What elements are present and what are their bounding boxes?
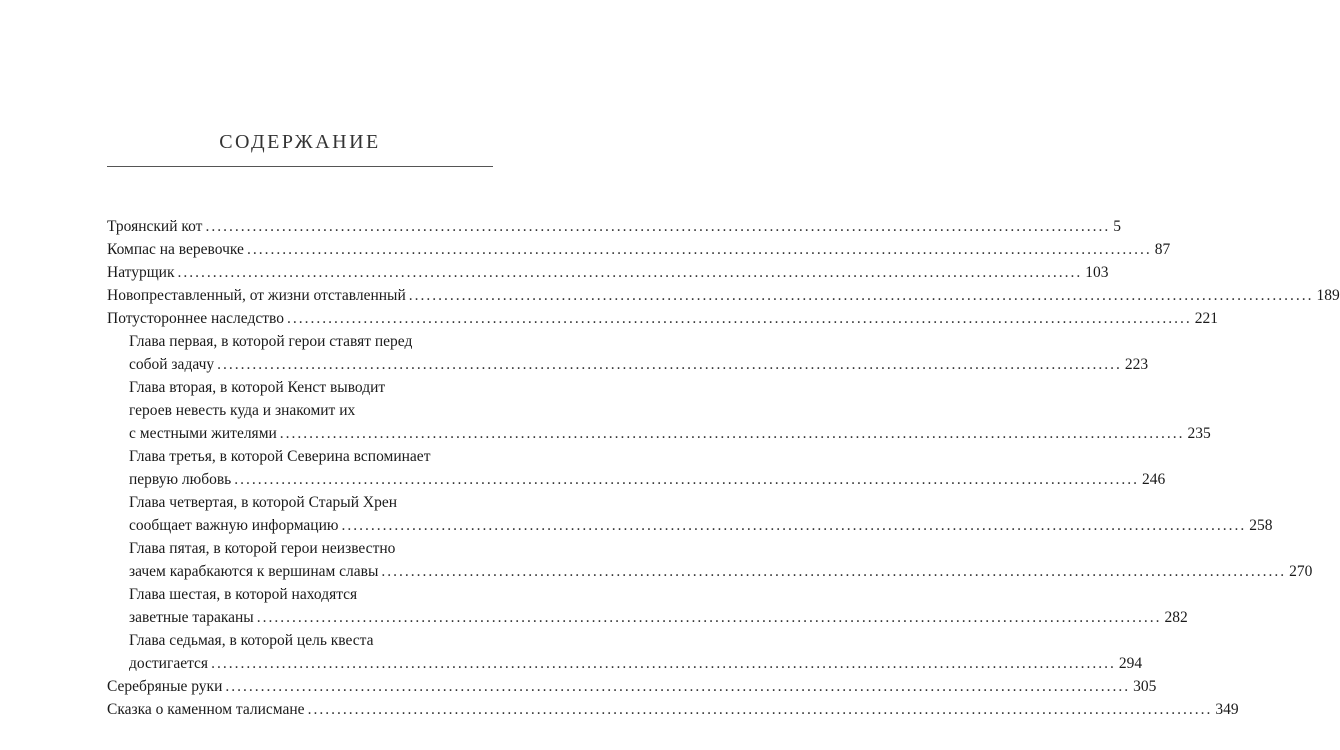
toc-entry-title-line: собой задачу <box>129 356 215 373</box>
toc-entry-title: Натурщик <box>107 264 175 281</box>
dot-leader: .......................................................................................................................................................... <box>408 287 1314 304</box>
dot-leader: .......................................................................................................................................................... <box>177 264 1083 281</box>
toc-entry-novoprestavlenny[interactable] <box>107 284 1340 307</box>
page-title: СОДЕРЖАНИЕ <box>219 131 381 153</box>
toc-entry-glava-1[interactable] <box>107 330 1149 376</box>
toc-entry-title-line: Глава шестая, в которой находятся <box>129 586 358 603</box>
toc-entry-title-line: Глава первая, в которой герои ставят перед <box>129 333 413 350</box>
toc-page-number: 103 <box>1085 264 1109 281</box>
toc-entry-title-line: героев невесть куда и знакомит их <box>129 402 356 419</box>
toc-entry-title-line: достигается <box>129 655 209 672</box>
dot-leader: .......................................................................................................................................................... <box>225 678 1131 695</box>
dot-leader: .......................................................................................................................................................... <box>279 425 1185 442</box>
toc-entry-title: Серебряные руки <box>107 678 223 695</box>
toc-page-number: 223 <box>1124 356 1149 373</box>
dot-leader: .......................................................................................................................................................... <box>341 517 1247 534</box>
toc-entry-title-line: с местными жителями <box>129 425 277 442</box>
toc-entry-title-line: первую любовь <box>129 471 232 488</box>
toc-page-number: 235 <box>1187 425 1211 442</box>
dot-leader: .......................................................................................................................................................... <box>256 609 1162 626</box>
toc-page-number: 305 <box>1133 678 1157 695</box>
toc-page-number: 221 <box>1194 310 1218 327</box>
toc-page-number: 294 <box>1118 655 1143 672</box>
toc-page-number: 87 <box>1154 241 1171 258</box>
toc-entry-serebryanye-ruki[interactable] <box>107 675 1157 698</box>
toc-entry-glava-7[interactable] <box>107 629 1143 675</box>
toc-page-number: 270 <box>1289 563 1313 580</box>
toc-page-number: 258 <box>1249 517 1273 534</box>
toc-entry-title: Сказка о каменном талисмане <box>107 701 305 718</box>
toc-entry-title: Потустороннее наследство <box>107 310 284 327</box>
toc-entry-title: Новопреставленный, от жизни отставленный <box>107 287 406 304</box>
toc-page-number: 349 <box>1215 701 1239 718</box>
toc-entry-glava-6[interactable] <box>107 583 1188 629</box>
toc-entry-troyanskiy-kot[interactable] <box>107 215 1121 238</box>
toc-entry-skazka[interactable] <box>107 698 1239 721</box>
toc-entry-title-line: Глава седьмая, в которой цель квеста <box>129 632 374 649</box>
toc-entry-title-line: сообщает важную информацию <box>129 517 339 534</box>
title-divider <box>107 166 493 167</box>
toc-page-number: 246 <box>1142 471 1166 488</box>
toc-entry-glava-3[interactable] <box>107 445 1166 491</box>
dot-leader: .......................................................................................................................................................... <box>307 701 1213 718</box>
toc-page-number: 189 <box>1316 287 1340 304</box>
table-of-contents <box>107 215 1340 721</box>
toc-entry-title-line: заветные тараканы <box>129 609 254 626</box>
dot-leader: .......................................................................................................................................................... <box>381 563 1287 580</box>
toc-entry-title: Компас на веревочке <box>107 241 244 258</box>
dot-leader: .......................................................................................................................................................... <box>286 310 1192 327</box>
toc-page-number: 5 <box>1113 218 1121 235</box>
dot-leader: .......................................................................................................................................................... <box>234 471 1140 488</box>
toc-entry-naturshchik[interactable] <box>107 261 1109 284</box>
dot-leader: .......................................................................................................................................................... <box>205 218 1111 235</box>
toc-entry-potustoronnee-nasledstvo[interactable] <box>107 307 1218 330</box>
toc-entry-kompas[interactable] <box>107 238 1171 261</box>
dot-leader: .......................................................................................................................................................... <box>211 655 1116 672</box>
toc-entry-title-line: Глава третья, в которой Северина вспоминает <box>129 448 431 465</box>
toc-entry-glava-5[interactable] <box>107 537 1313 583</box>
toc-entry-glava-2[interactable] <box>107 376 1211 445</box>
toc-entry-title-line: Глава пятая, в которой герои неизвестно <box>129 540 396 557</box>
dot-leader: .......................................................................................................................................................... <box>217 356 1122 373</box>
toc-page-number: 282 <box>1164 609 1188 626</box>
toc-entry-title-line: зачем карабкаются к вершинам славы <box>129 563 379 580</box>
toc-entry-title-line: Глава вторая, в которой Кенст выводит <box>129 379 386 396</box>
toc-entry-title-line: Глава четвертая, в которой Старый Хрен <box>129 494 398 511</box>
dot-leader: .......................................................................................................................................................... <box>246 241 1152 258</box>
toc-entry-title: Троянский кот <box>107 218 203 235</box>
toc-entry-glava-4[interactable] <box>107 491 1273 537</box>
